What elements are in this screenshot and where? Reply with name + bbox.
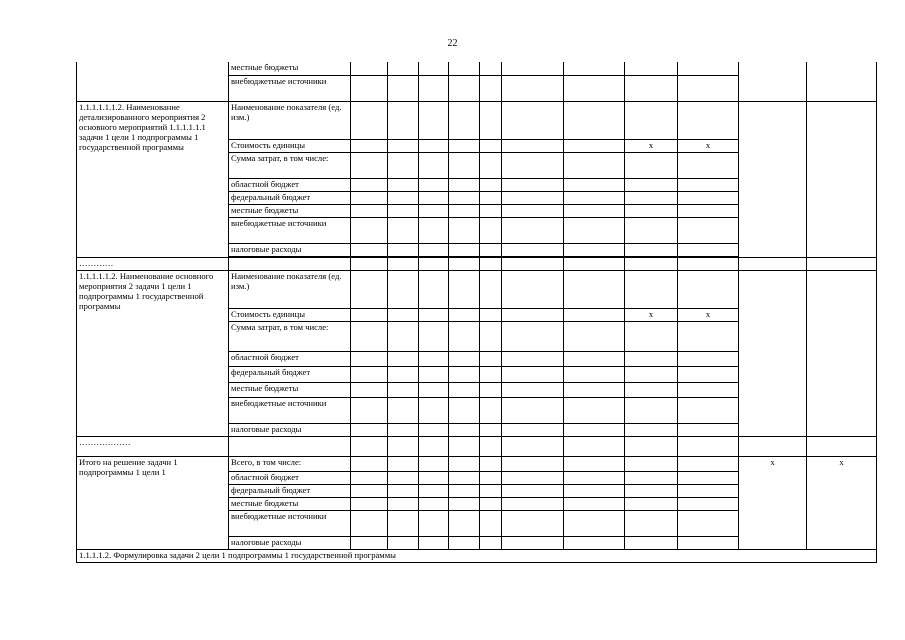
page-number: 22: [447, 38, 458, 49]
source-label: местные бюджеты: [229, 204, 351, 217]
table-row: [77, 456, 877, 471]
source-label: областной бюджет: [229, 178, 351, 191]
x-mark: x: [678, 308, 739, 321]
x-mark: x: [678, 139, 739, 152]
total-name: Итого на решение задачи 1 подпрограммы 1 цели 1: [77, 456, 229, 549]
source-label: налоговые расходы: [229, 536, 351, 549]
x-mark: x: [625, 308, 678, 321]
source-label: налоговые расходы: [229, 243, 351, 256]
source-label: областной бюджет: [229, 471, 351, 484]
table-row: [77, 436, 877, 456]
budget-table: [76, 62, 877, 563]
task-heading: 1.1.1.1.2. Формулировка задачи 2 цели 1 подпрограммы 1 государственной программы: [77, 549, 877, 562]
source-label: местные бюджеты: [229, 497, 351, 510]
indicator-label: Наименование показателя (ед. изм.): [229, 270, 351, 308]
source-label: федеральный бюджет: [229, 191, 351, 204]
ellipsis: ………………: [77, 436, 229, 456]
total-label: Сумма затрат, в том числе:: [229, 152, 351, 178]
x-mark: x: [807, 456, 877, 549]
name-cell: [77, 62, 229, 101]
table-row: [77, 62, 877, 75]
source-label: местные бюджеты: [229, 62, 351, 75]
ellipsis: …………: [77, 257, 229, 270]
source-label: налоговые расходы: [229, 423, 351, 436]
unit-cost-label: Стоимость единицы: [229, 308, 351, 321]
table-row: [77, 270, 877, 308]
table-row: [77, 549, 877, 562]
source-label: внебюджетные источники: [229, 397, 351, 423]
table-row: [77, 257, 877, 270]
x-mark: x: [739, 456, 807, 549]
indicator-label: Наименование показателя (ед. изм.): [229, 101, 351, 139]
activity-name: 1.1.1.1.1.2. Наименование основного мероприятия 2 задачи 1 цели 1 подпрограммы 1 государственной программы: [77, 270, 229, 436]
source-label: местные бюджеты: [229, 382, 351, 397]
source-label: федеральный бюджет: [229, 484, 351, 497]
source-label: областной бюджет: [229, 351, 351, 366]
activity-name: 1.1.1.1.1.1.2. Наименование детализированного мероприятия 2 основного мероприятий 1.1.1.1.1.1 задачи 1 цели 1 подпрограммы 1 государственной программы: [77, 101, 229, 257]
unit-cost-label: Стоимость единицы: [229, 139, 351, 152]
total-label: Сумма затрат, в том числе:: [229, 321, 351, 351]
source-label: внебюджетные источники: [229, 75, 351, 101]
table-row: [77, 101, 877, 139]
source-label: внебюджетные источники: [229, 510, 351, 536]
total-label: Всего, в том числе:: [229, 456, 351, 471]
source-label: федеральный бюджет: [229, 366, 351, 382]
x-mark: x: [625, 139, 678, 152]
source-label: внебюджетные источники: [229, 217, 351, 243]
